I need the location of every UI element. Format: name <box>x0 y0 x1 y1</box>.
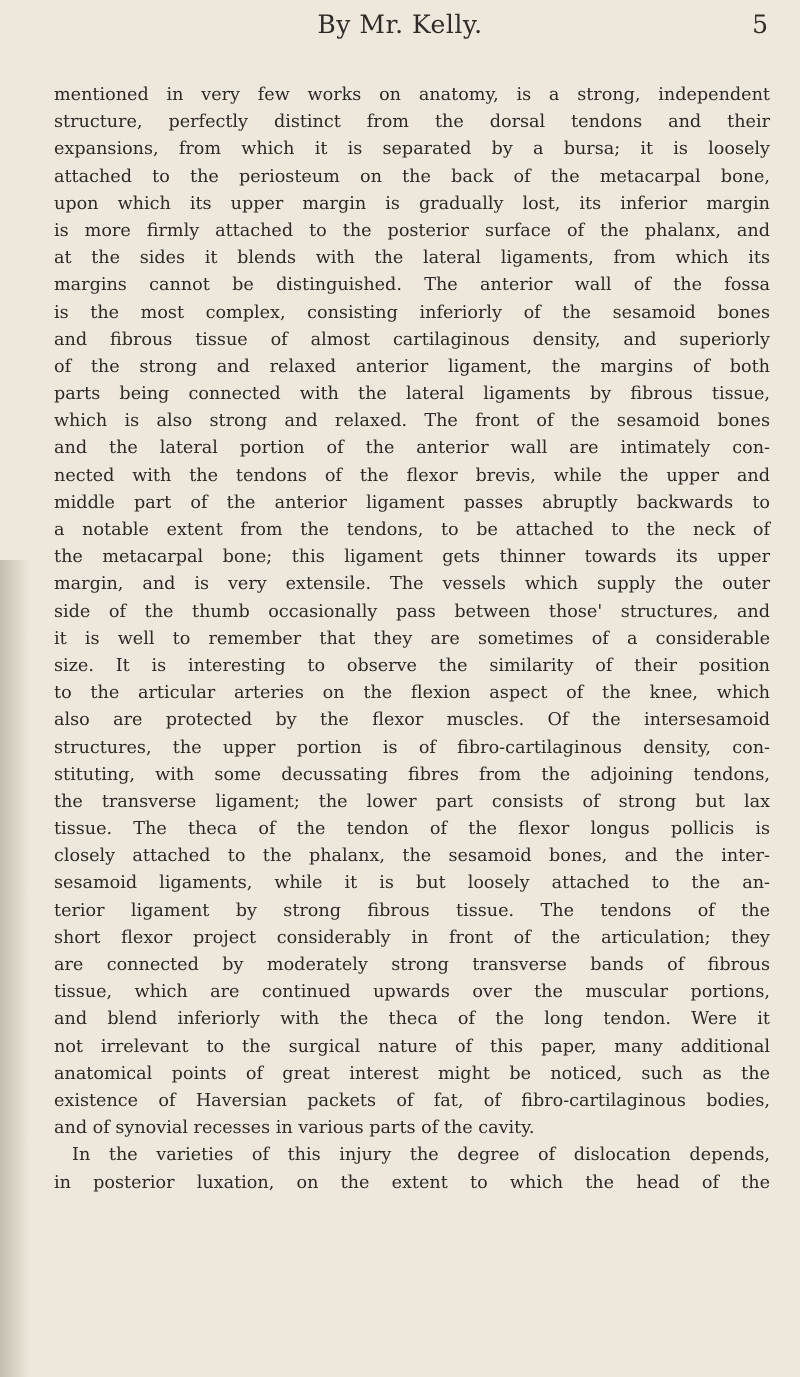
text-line: nected with the tendons of the flexor brevis, while the upper and <box>54 465 770 486</box>
body-text <box>54 82 770 1197</box>
text-line: existence of Haversian packets of fat, of fibro-cartilaginous bodies, <box>54 1090 770 1111</box>
text-line: tissue, which are continued upwards over the muscular portions, <box>54 982 770 1003</box>
text-line: margin, and is very extensile. The vessels which supply the outer <box>54 574 770 595</box>
text-line: also are protected by the flexor muscles. Of the intersesamoid <box>54 710 770 731</box>
text-line: and fibrous tissue of almost cartilaginous density, and superiorly <box>54 329 770 350</box>
text-line: and the lateral portion of the anterior wall are intimately con- <box>54 438 770 459</box>
text-line: parts being connected with the lateral ligaments by fibrous tissue, <box>54 384 770 405</box>
text-line: and blend inferiorly with the theca of the long tendon. Were it <box>54 1009 770 1030</box>
text-line: short flexor project considerably in front of the articulation; they <box>54 927 770 948</box>
text-line: margins cannot be distinguished. The anterior wall of the fossa <box>54 275 770 296</box>
text-line: are connected by moderately strong transverse bands of fibrous <box>54 955 770 975</box>
text-line: the transverse ligament; the lower part consists of strong but lax <box>54 791 770 812</box>
text-line: anatomical points of great interest might be noticed, such as the <box>54 1063 770 1084</box>
text-line: terior ligament by strong fibrous tissue. The tendons of the <box>54 900 770 921</box>
text-line: structure, perfectly distinct from the dorsal tendons and their <box>54 112 770 133</box>
text-line: structures, the upper portion is of fibro-cartilaginous density, con- <box>54 737 770 758</box>
text-line: in posterior luxation, on the extent to which the head of the <box>54 1172 770 1193</box>
text-line: size. It is interesting to observe the similarity of their position <box>54 655 770 676</box>
text-line: stituting, with some decussating fibres from the adjoining tendons, <box>54 764 770 785</box>
text-line: upon which its upper margin is gradually lost, its inferior margin <box>54 193 770 214</box>
text-line: a notable extent from the tendons, to be attached to the neck of <box>54 520 770 540</box>
binding-shadow <box>0 560 30 1377</box>
text-line: at the sides it blends with the lateral ligaments, from which its <box>54 248 770 269</box>
text-line: which is also strong and relaxed. The front of the sesamoid bones <box>54 411 770 432</box>
text-line: tissue. The theca of the tendon of the flexor longus pollicis is <box>54 819 770 840</box>
running-head: By Mr. Kelly. <box>317 10 483 39</box>
text-line: is more firmly attached to the posterior surface of the phalanx, and <box>54 220 770 241</box>
text-line: expansions, from which it is separated by a bursa; it is loosely <box>54 139 770 160</box>
text-line: to the articular arteries on the flexion aspect of the knee, which <box>54 683 770 704</box>
page-header <box>0 6 800 46</box>
text-line: the metacarpal bone; this ligament gets thinner towards its upper <box>54 547 770 568</box>
text-line: is the most complex, consisting inferiorly of the sesamoid bones <box>54 302 770 323</box>
text-line: attached to the periosteum on the back of the metacarpal bone, <box>54 166 770 187</box>
page-number: 5 <box>752 10 768 39</box>
text-line: not irrelevant to the surgical nature of this paper, many additional <box>54 1036 770 1057</box>
text-line: sesamoid ligaments, while it is but loosely attached to the an- <box>54 873 770 894</box>
text-line: In the varieties of this injury the degree of dislocation depends, <box>72 1145 770 1166</box>
text-line: it is well to remember that they are sometimes of a considerable <box>54 628 770 649</box>
text-line: middle part of the anterior ligament passes abruptly backwards to <box>54 492 770 513</box>
text-line: and of synovial recesses in various parts of the cavity. <box>54 1118 535 1139</box>
text-line: of the strong and relaxed anterior ligament, the margins of both <box>54 356 770 377</box>
text-line: closely attached to the phalanx, the sesamoid bones, and the inter- <box>54 846 770 867</box>
text-line: mentioned in very few works on anatomy, is a strong, independent <box>54 85 770 105</box>
text-line: side of the thumb occasionally pass between those' structures, and <box>54 601 770 622</box>
